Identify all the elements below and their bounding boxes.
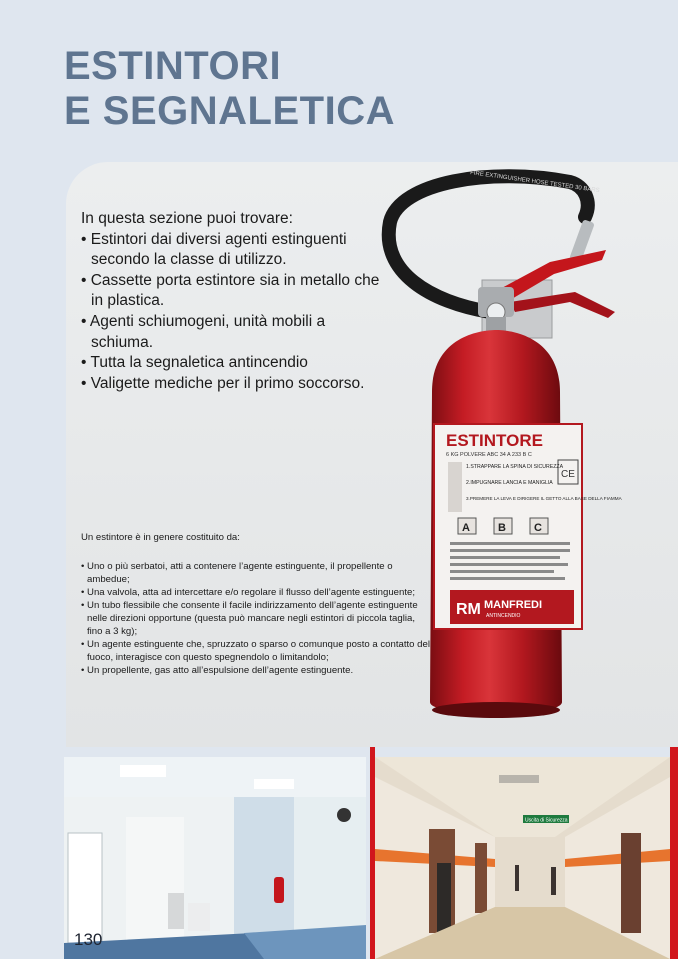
class-b-label: B — [498, 522, 506, 534]
red-divider-right — [670, 747, 678, 959]
description-item: • Un propellente, gas atto all’espulsione dell’agente estinguente. — [81, 664, 431, 677]
fire-class-icons — [458, 518, 548, 534]
description-item: • Una valvola, atta ad intercettare e/o regolare il flusso dell’agente estinguente; — [81, 586, 431, 599]
photo-strip — [0, 747, 678, 959]
fire-extinguisher-illustration — [370, 162, 630, 732]
page-number: 130 — [74, 930, 103, 949]
description-heading: Un estintore è in genere costituito da: — [81, 532, 240, 543]
label-title: ESTINTORE — [446, 431, 543, 450]
intro-list — [81, 230, 381, 395]
intro-item: • Valigette mediche per il primo soccorso. — [81, 374, 381, 395]
label-sub: 6 KG POLVERE ABC 34 A 233 B C — [446, 452, 532, 458]
intro-item: • Agenti schiumogeni, unità mobili a schiuma. — [81, 312, 381, 353]
page-title — [64, 44, 395, 134]
description-item: • Un agente estinguente che, spruzzato o sparso o comunque posto a contatto del fuoco, interagisce con questo spegnendolo o limitandolo; — [81, 638, 431, 664]
intro-item: • Tutta la segnaletica antincendio — [81, 353, 381, 374]
side-text: POWDER — [432, 462, 448, 521]
photo-school-corridor — [375, 757, 670, 959]
intro-item: • Cassette porta estintore sia in metallo che in plastica. — [81, 271, 381, 312]
label-step-3: 3.PREMERE LA LEVA E DIRIGERE IL GETTO ALLA BASE DELLA FIAMMA — [466, 496, 622, 501]
ce-mark: CE — [561, 469, 575, 480]
class-a-label: A — [462, 522, 470, 534]
step-pictograms — [448, 462, 462, 512]
label-step-2: 2.IMPUGNARE LANCIA E MANIGLIA — [466, 480, 553, 486]
class-c-label: C — [534, 522, 542, 534]
brand-logo: RM — [456, 601, 481, 618]
intro-heading: In questa sezione puoi trovare: — [81, 210, 293, 227]
brand-tagline: ANTINCENDIO — [486, 613, 521, 619]
wall-extinguisher — [274, 877, 284, 903]
page-title-line-1: ESTINTORI — [64, 44, 282, 88]
intro-section — [81, 209, 381, 394]
description-item: • Uno o più serbatoi, atti a contenere l’agente estinguente, il propellente o ambedue; — [81, 560, 431, 586]
brand-name: MANFREDI — [484, 599, 543, 611]
hose-text: FIRE EXTINGUISHER HOSE TESTED 30 BARS — [469, 170, 600, 195]
red-divider-left — [370, 747, 375, 959]
exit-sign-text: Uscita di Sicurezza — [525, 817, 568, 824]
intro-item: • Estintori dai diversi agenti estinguenti secondo la classe di utilizzo. — [81, 230, 381, 271]
cylinder-base — [432, 702, 560, 718]
label-step-1: 1.STRAPPARE LA SPINA DI SICUREZZA — [466, 464, 564, 470]
page-title-line-2: E SEGNALETICA — [64, 89, 395, 133]
description-item: • Un tubo flessibile che consente il facile indirizzamento dell’agente estinguente nelle direzioni opportune (questa può mancare negli estintori di piccola taglia, fino a 3 kg); — [81, 599, 431, 638]
photo-hospital-corridor — [64, 757, 366, 959]
